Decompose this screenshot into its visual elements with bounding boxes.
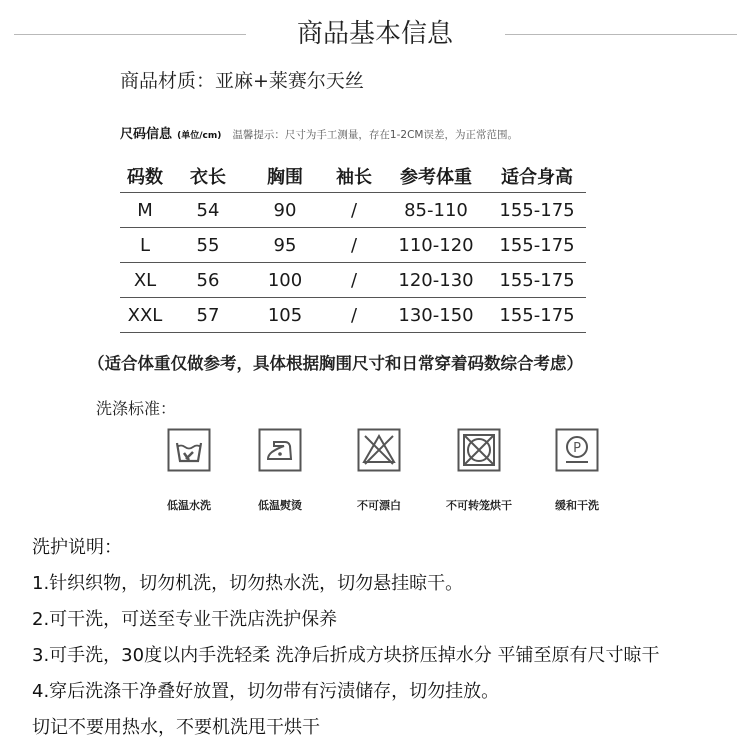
care-label-no-bleach: 不可漂白: [357, 499, 401, 512]
table-cell: L: [120, 228, 170, 263]
table-cell: 110-120: [384, 228, 488, 263]
column-header-weight: 参考体重: [384, 160, 488, 193]
table-cell: /: [324, 298, 384, 333]
table-cell: 155-175: [488, 263, 586, 298]
table-cell: /: [324, 193, 384, 228]
column-header-size: 码数: [120, 160, 170, 193]
column-header-height: 适合身高: [488, 160, 586, 193]
table-cell: 55: [170, 228, 246, 263]
table-cell: 155-175: [488, 298, 586, 333]
care-line: 3.可手洗，30度以内手洗轻柔 洗净后折成方块挤压掉水分 平铺至原有尺寸晾干: [32, 645, 660, 666]
table-cell: 105: [246, 298, 324, 333]
size-info-unit: (单位/cm): [177, 131, 222, 141]
table-row: [120, 228, 586, 263]
page-header: [0, 14, 750, 54]
table-cell: 54: [170, 193, 246, 228]
column-header-length: 衣长: [170, 160, 246, 193]
table-cell: 130-150: [384, 298, 488, 333]
table-cell: 90: [246, 193, 324, 228]
column-header-sleeve: 袖长: [324, 160, 384, 193]
table-cell: 95: [246, 228, 324, 263]
care-label-no-tumble-dry: 不可转笼烘干: [446, 499, 512, 512]
low-temp-iron-icon: [258, 428, 302, 472]
table-cell: 85-110: [384, 193, 488, 228]
header-divider-right: [505, 34, 737, 35]
weight-note: （适合体重仅做参考，具体根据胸围尺寸和日常穿着码数综合考虑）: [88, 354, 583, 373]
table-cell: 100: [246, 263, 324, 298]
column-header-chest: 胸围: [246, 160, 324, 193]
table-cell: XL: [120, 263, 170, 298]
care-line: 1.针织织物，切勿机洗，切勿热水洗，切勿悬挂晾干。: [32, 573, 464, 594]
page-title: 商品基本信息: [296, 19, 453, 49]
size-info-header: [120, 121, 518, 148]
table-cell: M: [120, 193, 170, 228]
no-tumble-dry-icon: [457, 428, 501, 472]
table-cell: 56: [170, 263, 246, 298]
table-cell: 120-130: [384, 263, 488, 298]
care-instructions-title: 洗护说明：: [32, 537, 122, 558]
table-row: [120, 193, 586, 228]
care-instructions: [32, 532, 732, 746]
size-info-note: 温馨提示：尺寸为手工测量，存在1-2CM误差，为正常范围。: [232, 129, 518, 141]
gentle-dry-clean-icon: [555, 428, 599, 472]
care-line: 切记不要用热水，不要机洗甩干烘干: [32, 717, 320, 738]
table-row: [120, 298, 586, 333]
size-info-title: 尺码信息: [120, 127, 173, 142]
table-cell: XXL: [120, 298, 170, 333]
table-cell: 155-175: [488, 228, 586, 263]
low-temp-wash-icon: [167, 428, 211, 472]
size-table: [120, 160, 586, 333]
care-line: 4.穿后洗涤干净叠好放置，切勿带有污渍储存，切勿挂放。: [32, 681, 500, 702]
table-cell: 57: [170, 298, 246, 333]
svg-text:P: P: [573, 441, 581, 456]
table-cell: /: [324, 228, 384, 263]
care-label-low-temp-wash: 低温水洗: [167, 499, 211, 512]
wash-standard-label: 洗涤标准：: [96, 399, 177, 418]
material-info: 商品材质：亚麻+莱赛尔天丝: [120, 70, 364, 92]
no-bleach-icon: [357, 428, 401, 472]
table-cell: /: [324, 263, 384, 298]
care-line: 2.可干洗，可送至专业干洗店洗护保养: [32, 609, 338, 630]
care-label-gentle-dry-clean: 缓和干洗: [555, 499, 599, 512]
size-table-header-row: [120, 160, 586, 193]
care-label-low-temp-iron: 低温熨烫: [258, 499, 302, 512]
table-row: [120, 263, 586, 298]
table-cell: 155-175: [488, 193, 586, 228]
